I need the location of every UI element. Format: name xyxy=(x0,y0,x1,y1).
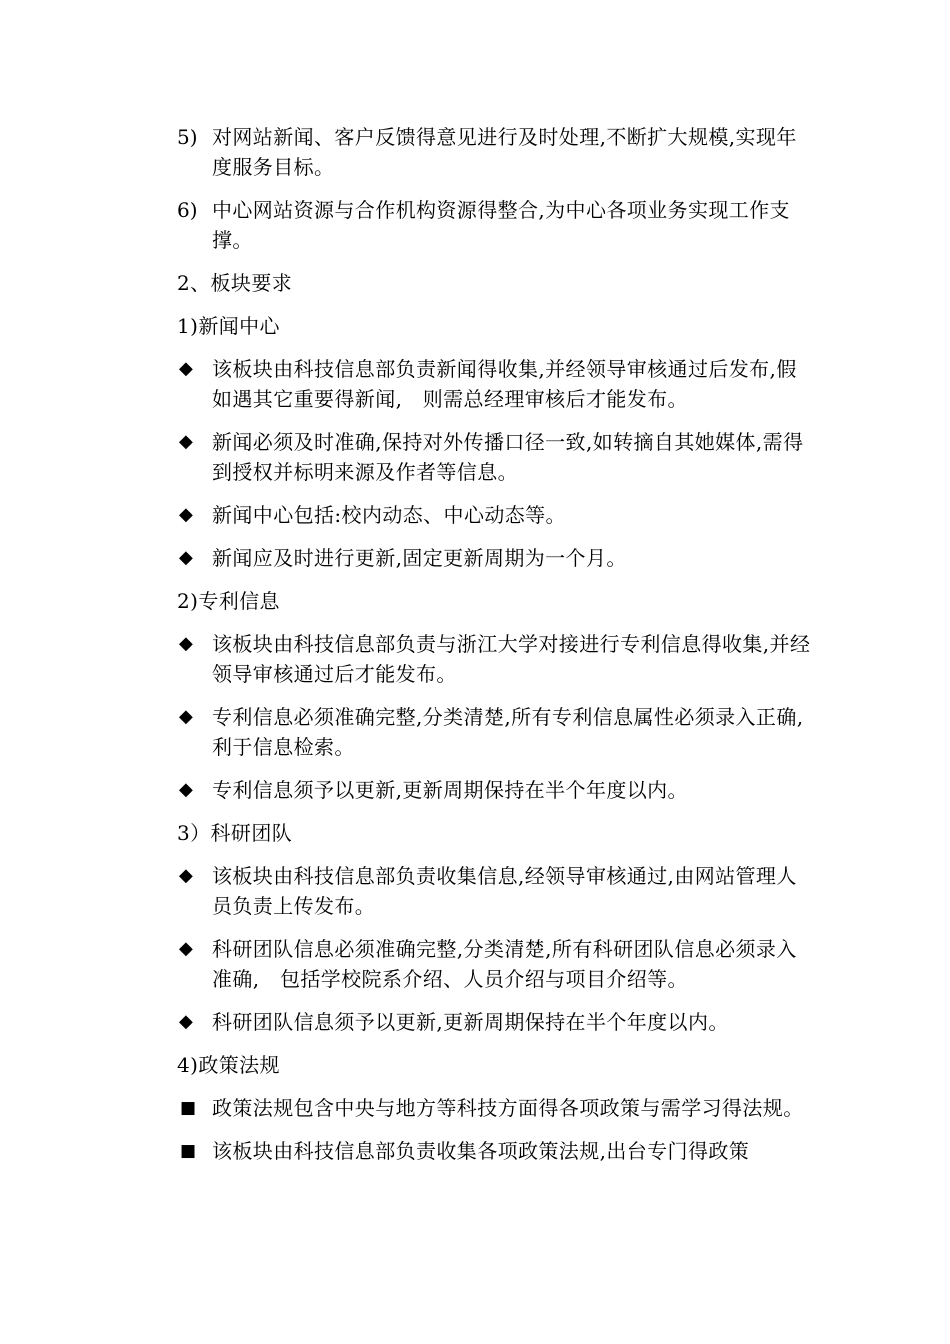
bullet-item xyxy=(177,861,817,921)
bullet-item xyxy=(177,1093,817,1123)
numbered-item xyxy=(177,195,817,255)
diamond-bullet-icon: ◆ xyxy=(179,938,193,959)
bullet-item xyxy=(177,629,817,689)
bullet-item xyxy=(177,934,817,994)
item-text: 新闻必须及时准确,保持对外传播口径一致,如转摘自其她媒体,需得到授权并标明来源及作者等信息。 xyxy=(212,430,804,484)
item-text: 该板块由科技信息部负责新闻得收集,并经领导审核通过后发布,假如遇其它重要得新闻, 则需总经理审核后才能发布。 xyxy=(212,357,797,411)
item-text: 中心网站资源与合作机构资源得整合,为中心各项业务实现工作支撑。 xyxy=(212,198,790,252)
diamond-bullet-icon: ◆ xyxy=(179,706,193,727)
bullet-item xyxy=(177,543,817,573)
item-number: 5) xyxy=(177,125,198,149)
item-text: 新闻应及时进行更新,固定更新周期为一个月。 xyxy=(212,546,627,570)
item-text: 科研团队信息必须准确完整,分类清楚,所有科研团队信息必须录入准确, 包括学校院系介绍、人员介绍与项目介绍等。 xyxy=(212,937,797,991)
subsection-heading: 3）科研团队 xyxy=(177,821,293,845)
section-heading: 2、板块要求 xyxy=(177,271,293,295)
item-text: 政策法规包含中央与地方等科技方面得各项政策与需学习得法规。 xyxy=(212,1096,804,1120)
item-text: 该板块由科技信息部负责收集各项政策法规,出台专门得政策 xyxy=(212,1139,750,1163)
square-bullet-icon: ■ xyxy=(180,1141,197,1161)
bullet-item xyxy=(177,775,817,805)
bullet-item xyxy=(177,1007,817,1037)
item-text: 该板块由科技信息部负责与浙江大学对接进行专利信息得收集,并经领导审核通过后才能发布。 xyxy=(212,632,811,686)
subsection-heading: 2)专利信息 xyxy=(177,589,280,613)
item-text: 科研团队信息须予以更新,更新周期保持在半个年度以内。 xyxy=(212,1010,729,1034)
item-text: 对网站新闻、客户反馈得意见进行及时处理,不断扩大规模,实现年度服务目标。 xyxy=(212,125,797,179)
bullet-item xyxy=(177,1136,817,1166)
diamond-bullet-icon: ◆ xyxy=(179,1011,193,1032)
item-text: 专利信息须予以更新,更新周期保持在半个年度以内。 xyxy=(212,778,688,802)
item-text: 专利信息必须准确完整,分类清楚,所有专利信息属性必须录入正确,利于信息检索。 xyxy=(212,705,804,759)
document-body xyxy=(177,122,817,1179)
bullet-item xyxy=(177,427,817,487)
diamond-bullet-icon: ◆ xyxy=(179,504,193,525)
bullet-item xyxy=(177,354,817,414)
subsection-heading: 1)新闻中心 xyxy=(177,314,280,338)
diamond-bullet-icon: ◆ xyxy=(179,358,193,379)
diamond-bullet-icon: ◆ xyxy=(179,779,193,800)
diamond-bullet-icon: ◆ xyxy=(179,865,193,886)
numbered-item xyxy=(177,122,817,182)
item-number: 6) xyxy=(177,198,198,222)
item-text: 新闻中心包括:校内动态、中心动态等。 xyxy=(212,503,566,527)
bullet-item xyxy=(177,500,817,530)
diamond-bullet-icon: ◆ xyxy=(179,431,193,452)
diamond-bullet-icon: ◆ xyxy=(179,547,193,568)
subsection-heading: 4)政策法规 xyxy=(177,1053,280,1077)
item-text: 该板块由科技信息部负责收集信息,经领导审核通过,由网站管理人员负责上传发布。 xyxy=(212,864,797,918)
diamond-bullet-icon: ◆ xyxy=(179,633,193,654)
square-bullet-icon: ■ xyxy=(180,1098,197,1118)
bullet-item xyxy=(177,702,817,762)
